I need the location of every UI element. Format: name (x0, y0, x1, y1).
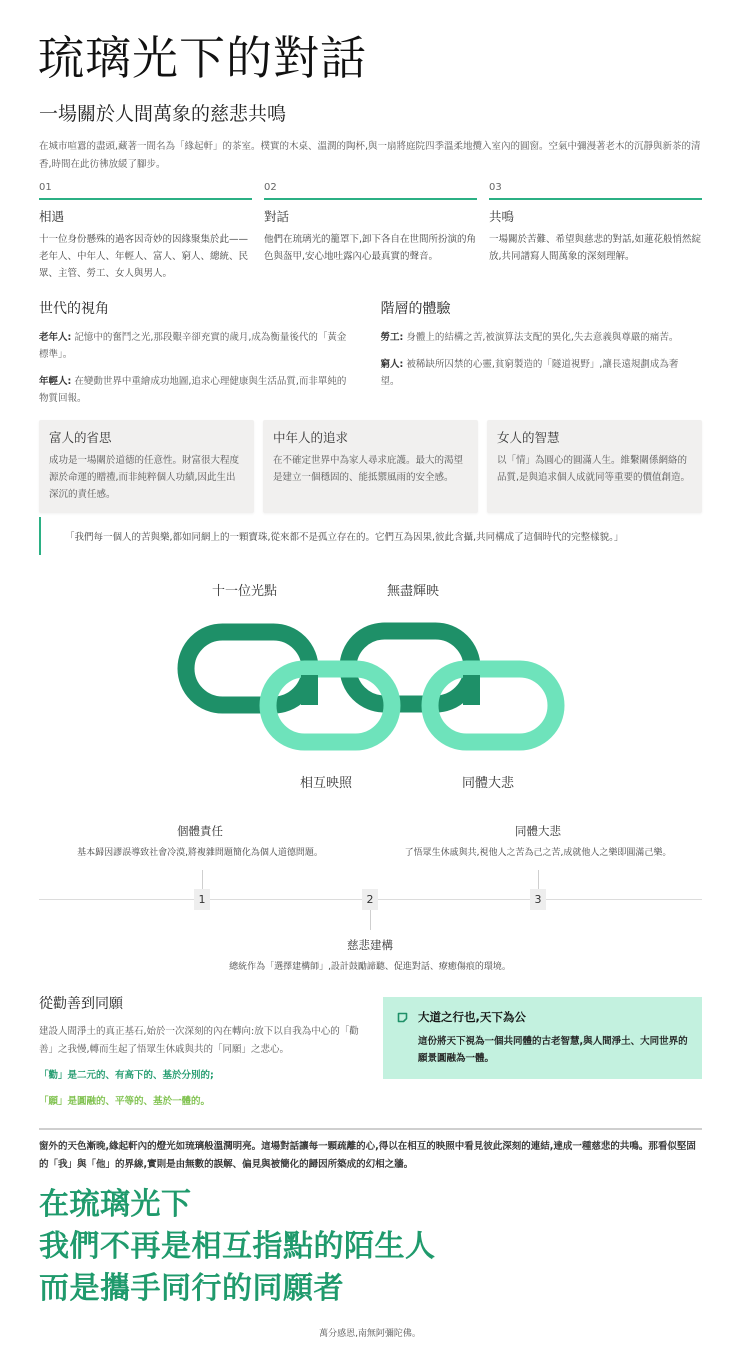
callout-text: 這份將天下視為一個共同體的古老智慧,與人間淨土、大同世界的願景圓融為一體。 (418, 1036, 688, 1064)
item-label: 勞工: (380, 332, 404, 343)
step-number: 03 (489, 182, 502, 193)
vow-text: 建設人間淨土的真正基石,始於一次深刻的內在轉向:放下以自我為中心的「勸善」之我慢,轉而生起了悟眾生休戚與共的「同願」之悲心。 (39, 1026, 359, 1055)
step-title: 相遇 (39, 209, 65, 224)
item-text: 記憶中的奮鬥之光,那段艱辛卻充實的歲月,成為衡量後代的「黃金標準」。 (39, 332, 347, 360)
step-02 (264, 181, 477, 282)
item-label: 窮人: (380, 359, 404, 370)
step-03 (489, 181, 702, 282)
step-text: 他們在琉璃光的籠罩下,卸下各自在世間所扮演的角色與盔甲,安心地吐露內心最真實的聲音。 (264, 234, 477, 262)
closing-statement (39, 1184, 436, 1310)
vow-line-vow: 「願」是圓融的、平等的、基於一體的。 (39, 1096, 211, 1107)
section-heading: 階層的體驗 (380, 301, 451, 317)
step-title: 共鳴 (489, 209, 515, 224)
section-divider (39, 1128, 702, 1130)
step-divider (39, 198, 252, 200)
chain-label-top-1: 十一位光點 (212, 584, 278, 599)
timeline-title-1: 個體責任 (177, 824, 223, 838)
perspectives-section (39, 298, 702, 417)
footer-thanks: 萬分感恩,南無阿彌陀佛。 (319, 1329, 421, 1339)
chain-label-top-2: 無盡輝映 (387, 584, 440, 599)
step-text: 一場關於苦難、希望與慈悲的對話,如蓮花般悄然綻放,共同譜寫人間萬象的深刻理解。 (489, 234, 702, 262)
item-text: 被稀缺所囚禁的心靈,貧窮製造的「隧道視野」,讓長遠規劃成為奢望。 (380, 359, 679, 387)
cards-row (39, 420, 702, 513)
timeline-node-2: 2 (362, 889, 378, 910)
step-title: 對話 (264, 209, 290, 224)
callout-box (383, 997, 702, 1079)
step-number: 01 (39, 182, 52, 193)
vow-section (39, 993, 359, 1119)
step-divider (489, 198, 702, 200)
card-text: 在不確定世界中為家人尋求庇護。最大的渴望是建立一個穩固的、能抵禦風雨的安全感。 (273, 455, 464, 483)
page-title: 琉璃光下的對話 (38, 31, 367, 85)
class-item (381, 329, 703, 346)
vow-line-exhort: 「勸」是二元的、有高下的、基於分別的; (39, 1070, 214, 1081)
classes-column (381, 298, 703, 417)
closing-line-2: 我們不再是相互指點的陌生人 (39, 1229, 436, 1264)
closing-line-1: 在琉璃光下 (39, 1187, 192, 1222)
blockquote (39, 517, 702, 555)
quote-text: 「我們每一個人的苦與樂,都如同網上的一顆寶珠,從來都不是孤立存在的。它們互為因果,彼此含攝,共同構成了這個時代的完整樣貌。」 (65, 532, 624, 543)
card-rich (39, 420, 254, 513)
generation-item (39, 373, 361, 407)
item-label: 老年人: (39, 332, 72, 343)
chain-label-bottom-1: 相互映照 (300, 776, 353, 791)
item-text: 在變動世界中重繪成功地圖,追求心理健康與生活品質,而非單純的物質回報。 (39, 376, 347, 404)
callout-title: 大道之行也,天下為公 (418, 1010, 526, 1024)
card-text: 以「情」為圓心的圓滿人生。維繫關係網絡的品質,是與追求個人成就同等重要的價值創造。 (497, 455, 691, 483)
card-women (487, 420, 702, 513)
steps-row (39, 181, 702, 282)
card-title: 女人的智慧 (497, 430, 560, 445)
timeline-stem (370, 910, 371, 930)
item-text: 身體上的結構之苦,被演算法支配的異化,失去意義與尊嚴的痛苦。 (403, 332, 679, 343)
section-heading: 世代的視角 (39, 301, 109, 317)
step-01 (39, 181, 252, 282)
section-heading: 從勸善到同願 (39, 996, 123, 1012)
card-title: 富人的省思 (49, 430, 112, 445)
timeline-stem (538, 870, 539, 890)
closing-line-3: 而是攜手同行的同願者 (39, 1271, 344, 1306)
card-text: 成功是一場關於道德的任意性。財富很大程度源於命運的贈禮,而非純粹個人功績,因此生出深沉的責任感。 (49, 455, 240, 500)
timeline-title-3: 同體大悲 (515, 824, 561, 838)
note-icon (397, 1012, 408, 1023)
chain-label-bottom-2: 同體大悲 (462, 776, 515, 791)
timeline-title-2: 慈悲建構 (347, 938, 393, 952)
timeline-text-1: 基本歸因謬誤導致社會冷漠,將複雜問題簡化為個人道德問題。 (77, 848, 323, 858)
class-item (381, 356, 703, 390)
step-number: 02 (264, 182, 277, 193)
timeline-text-2: 總統作為「選擇建構師」,設計鼓勵諦聽、促進對話、療癒傷痕的環境。 (229, 962, 511, 972)
generation-item (39, 329, 361, 363)
intro-paragraph: 在城市喧囂的盡頭,藏著一間名為「緣起軒」的茶室。樸實的木桌、溫潤的陶杯,與一扇將庭院四季溫柔地攬入室內的圓窗。空氣中彌漫著老木的沉靜與新茶的清香,時間在此彷彿放緩了腳步。 (39, 141, 701, 170)
card-middle-aged (263, 420, 478, 513)
callout-header (397, 1009, 688, 1025)
chain-links-icon (170, 615, 575, 760)
generations-column (39, 298, 361, 417)
page-subtitle: 一場關於人間萬象的慈悲共鳴 (39, 103, 287, 125)
card-title: 中年人的追求 (273, 430, 349, 445)
outro-paragraph: 窗外的天色漸晚,緣起軒內的燈光如琉璃般溫潤明亮。這場對話讓每一顆疏離的心,得以在相互的映照中看見彼此深刻的連結,達成一種慈悲的共鳴。那看似堅固的「我」與「他」的界線,實則是由無數的誤解、偏見與被簡化的歸因所築成的幻相之牆。 (39, 1141, 696, 1170)
timeline-text-3: 了悟眾生休戚與共,視他人之苦為己之苦,成就他人之樂即圓滿己樂。 (404, 848, 672, 858)
step-text: 十一位身份懸殊的過客因奇妙的因緣聚集於此——老年人、中年人、年輕人、富人、窮人、總統、民眾、主管、勞工、女人與男人。 (39, 234, 249, 279)
timeline-stem (202, 870, 203, 890)
item-label: 年輕人: (39, 376, 72, 387)
step-divider (264, 198, 477, 200)
timeline-node-1: 1 (194, 889, 210, 910)
timeline-node-3: 3 (530, 889, 546, 910)
